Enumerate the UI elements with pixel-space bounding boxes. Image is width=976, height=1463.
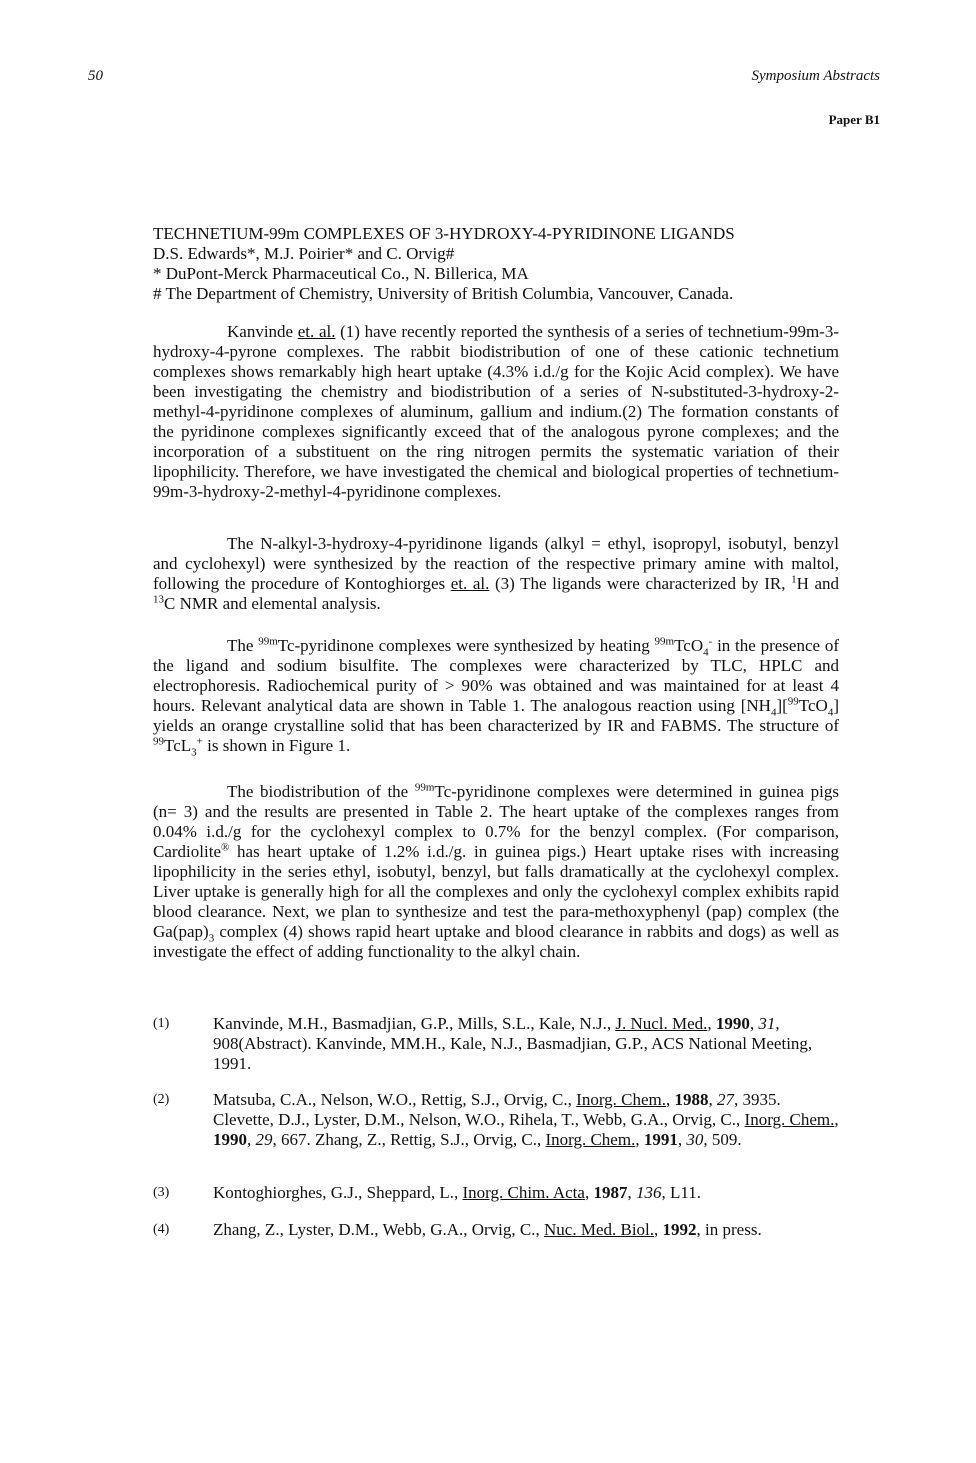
- subscript: 4: [770, 706, 777, 719]
- text: TcO: [798, 696, 828, 715]
- text: ,: [584, 1183, 594, 1202]
- reference-1: [153, 1014, 843, 1074]
- superscript: 1: [791, 573, 797, 586]
- text: Matsuba, C.A., Nelson, W.O., Rettig, S.J., Orvig, C.,: [213, 1090, 577, 1109]
- text: ] yields an orange crystalline solid that has been characterized by IR and FABMS. The structure of: [153, 696, 839, 735]
- journal-name: Inorg. Chem.: [545, 1130, 636, 1149]
- page-number: 50: [88, 68, 103, 84]
- running-head: Symposium Abstracts: [751, 68, 880, 84]
- journal-name: Nuc. Med. Biol.: [544, 1220, 655, 1239]
- text: , L11.: [661, 1183, 701, 1202]
- text: The biodistribution of the: [227, 782, 415, 801]
- text: , in press.: [696, 1220, 762, 1239]
- year: 1990: [715, 1014, 750, 1033]
- reference-4: [153, 1220, 843, 1240]
- paper-label: Paper B1: [828, 112, 880, 127]
- text: ,: [666, 1090, 675, 1109]
- text: Kontoghiorghes, G.J., Sheppard, L.,: [213, 1183, 463, 1202]
- subscript: 4: [827, 706, 834, 719]
- subscript: 3: [191, 746, 197, 759]
- volume: 31: [758, 1014, 776, 1033]
- paragraph-3: [153, 635, 839, 759]
- citation-etal: et. al.: [297, 322, 336, 341]
- text: Zhang, Z., Lyster, D.M., Webb, G.A., Orvig, C.,: [213, 1220, 544, 1239]
- text: has heart uptake of 1.2% i.d./g. in guinea pigs.) Heart uptake rises with increasing lipophilicity in the series ethyl, isobutyl, benzyl, but falls dramatically at the cyclohexyl complex. Liver uptake is generally high for all the complexes and only the cyclohexyl complex exhibits rapid blood clearance. Next, we plan to synthesize and test the para-methoxyphenyl (pap) complex (the Ga(pap): [153, 842, 839, 941]
- text: (3) The ligands were characterized by IR,: [489, 574, 792, 593]
- superscript: 99m: [258, 635, 278, 648]
- reference-text: [213, 1014, 843, 1074]
- year: 1987: [593, 1183, 628, 1202]
- paragraph-4: [153, 782, 839, 962]
- registered-mark: ®: [220, 841, 230, 854]
- journal-name: Inorg. Chim. Acta: [462, 1183, 585, 1202]
- year: 1992: [662, 1220, 697, 1239]
- reference-text: [213, 1220, 843, 1240]
- text: TcL: [164, 736, 192, 755]
- text: ,: [708, 1090, 718, 1109]
- text: Kanvinde: [227, 322, 298, 341]
- superscript: -: [708, 635, 713, 648]
- reference-3: [153, 1183, 843, 1203]
- text: TcO: [674, 636, 704, 655]
- journal-name: Inorg. Chem.: [744, 1110, 835, 1129]
- text: ,: [247, 1130, 256, 1149]
- paragraph-2: [153, 534, 839, 614]
- journal-name: J. Nucl. Med.: [615, 1014, 708, 1033]
- reference-text: [213, 1183, 843, 1203]
- author-list: D.S. Edwards*, M.J. Poirier* and C. Orvig#: [153, 244, 455, 263]
- text: C NMR and elemental analysis.: [164, 594, 381, 613]
- text: , 908(Abstract). Kanvinde, MM.H., Kale, N.J., Basmadjian, G.P., ACS National Meeting, 1991.: [213, 1014, 813, 1073]
- text: The N-alkyl-3-hydroxy-4-pyridinone ligands (alkyl = ethyl, isopropyl, isobutyl, benzyl and cyclohexyl) were synthesized by the reaction of the respective primary amine with maltol, following the procedure of Kontoghiorges: [153, 534, 839, 593]
- text: , 667. Zhang, Z., Rettig, S.J., Orvig, C.,: [272, 1130, 546, 1149]
- text: ,: [654, 1220, 663, 1239]
- text: The: [227, 636, 259, 655]
- year: 1988: [674, 1090, 709, 1109]
- text: in the presence of the ligand and sodium bisulfite. The complexes were characterized by TLC, HPLC and electrophoresis. Radiochemical purity of > 90% was obtained and was maintained for at least 4 hours. Relevant analytical data are shown in Table 1. The analogous reaction using [NH: [153, 636, 839, 715]
- text: , 3935. Clevette, D.J., Lyster, D.M., Nelson, W.O., Rihela, T., Webb, G.A., Orvig, C.,: [213, 1090, 781, 1129]
- volume: 30: [686, 1130, 704, 1149]
- year: 1991: [643, 1130, 678, 1149]
- text: ,: [677, 1130, 687, 1149]
- text: ,: [635, 1130, 644, 1149]
- text: Tc-pyridinone complexes were synthesized by heating: [277, 636, 655, 655]
- text: ,: [707, 1014, 716, 1033]
- text: Tc-pyridinone complexes were determined in guinea pigs (n= 3) and the results are presented in Table 2. The heart uptake of the complexes ranges from 0.04% i.d./g for the cyclohexyl complex to 0.7% for the benzyl complex. (For comparison, Cardiolite: [153, 782, 839, 861]
- superscript: 13: [153, 593, 164, 606]
- affiliation-dupont: * DuPont-Merck Pharmaceutical Co., N. Billerica, MA: [153, 264, 529, 283]
- reference-2: [153, 1090, 843, 1150]
- superscript: 99m: [654, 635, 675, 648]
- volume: 27: [717, 1090, 735, 1109]
- volume: 29: [255, 1130, 273, 1149]
- paragraph-1: [153, 322, 839, 502]
- reference-number: (4): [153, 1222, 170, 1237]
- text: ,: [834, 1110, 839, 1129]
- superscript: +: [196, 735, 203, 748]
- abstract-header: [153, 224, 873, 304]
- text: , 509.: [703, 1130, 742, 1149]
- citation-etal: et. al.: [450, 574, 490, 593]
- text: complex (4) shows rapid heart uptake and blood clearance in rabbits and dogs) as well as investigate the effect of adding functionality to the alkyl chain.: [153, 922, 839, 961]
- year: 1990: [213, 1130, 247, 1149]
- reference-number: (3): [153, 1185, 170, 1200]
- superscript: 99: [787, 695, 799, 708]
- text: (1) have recently reported the synthesis of a series of technetium-99m-3-hydroxy-4-pyrone complexes. The rabbit biodistribution of one of these cationic technetium complexes shows remarkably high heart uptake (4.3% i.d./g for the Kojic Acid complex). We have been investigating the chemistry and biodistribution of a series of N-substituted-3-hydroxy-2-methyl-4-pyridinone complexes of aluminum, gallium and indium.(2) The formation constants of the pyridinone complexes significantly exceed that of the analogous pyrone complexes; and the incorporation of a substituent on the ring nitrogen permits the systematic variation of their lipophilicity. Therefore, we have investigated the chemical and biological properties of technetium-99m-3-hydroxy-2-methyl-4-pyridinone complexes.: [153, 322, 839, 501]
- text: is shown in Figure 1.: [202, 736, 351, 755]
- text: ,: [749, 1014, 759, 1033]
- affiliation-ubc: # The Department of Chemistry, University of British Columbia, Vancouver, Canada.: [153, 284, 734, 303]
- superscript: 99m: [414, 781, 435, 794]
- subscript: 4: [703, 646, 709, 659]
- text: Kanvinde, M.H., Basmadjian, G.P., Mills, S.L., Kale, N.J.,: [213, 1014, 616, 1033]
- volume: 136: [635, 1183, 662, 1202]
- text: ][: [776, 696, 788, 715]
- reference-number: (2): [153, 1092, 170, 1107]
- text: ,: [627, 1183, 636, 1202]
- reference-text: [213, 1090, 843, 1150]
- paper-title: TECHNETIUM-99m COMPLEXES OF 3-HYDROXY-4-PYRIDINONE LIGANDS: [153, 224, 735, 243]
- superscript: 99: [153, 735, 164, 748]
- reference-number: (1): [153, 1016, 170, 1031]
- text: H and: [796, 574, 839, 593]
- subscript: 3: [208, 932, 215, 945]
- journal-name: Inorg. Chem.: [576, 1090, 667, 1109]
